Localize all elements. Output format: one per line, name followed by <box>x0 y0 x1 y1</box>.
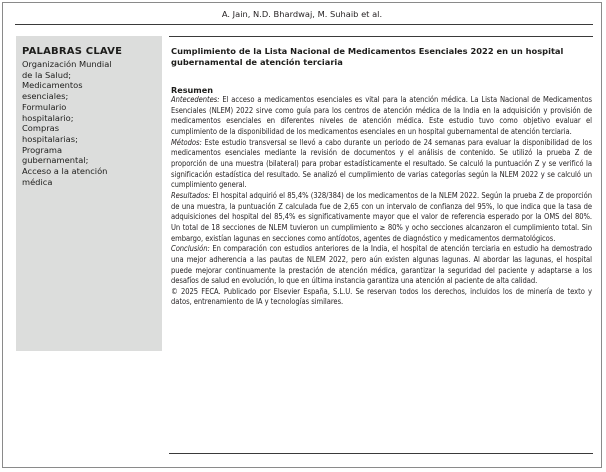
abstract-paragraph-background <box>171 95 592 138</box>
keyword-line: Compras <box>22 123 60 134</box>
keyword-line: Formulario <box>22 101 67 112</box>
section-text: El hospital adquirió el 85,4% (328/384) de los medicamentos de la NLEM 2022. Según la prueba Z de proporción de una muestra, la puntuación Z calculada fue de 2,65 con un intervalo de confianza del 95%, lo que indica que la tasa de adquisiciones del hospital del 85,4% es significativamente mayor que el valor de referencia esperado por la OMS del 80%. Un total de 18 secciones de NLEM tuvieron un cumplimiento ≥ 80% y ocho secciones alcanzaron el cumplimiento total. Sin embargo, existían lagunas en secciones como antídotos, agentes de diagnóstico y medicamentos dermatológicos. <box>171 190 592 243</box>
copyright-notice: © 2025 FECA. Publicado por Elsevier España, S.L.U. Se reservan todos los derechos, incluidos los de minería de texto y datos, entrenamiento de IA y tecnologías similares. <box>171 286 592 307</box>
keywords-title: PALABRAS CLAVE <box>22 46 123 57</box>
header-rule <box>15 24 593 25</box>
abstract-block <box>169 36 593 454</box>
keyword-line: esenciales; <box>22 91 69 102</box>
keyword-line: Organización Mundial <box>22 59 112 69</box>
keyword-line: Acceso a la atención <box>22 166 108 177</box>
keyword-line: Medicamentos <box>22 80 83 91</box>
section-label: Conclusión: <box>171 244 210 254</box>
abstract-heading: Resumen <box>171 85 213 95</box>
abstract-body <box>171 95 592 308</box>
abstract-paragraph-conclusion <box>171 244 592 287</box>
abstract-paragraph-results <box>171 191 592 244</box>
section-text: En comparación con estudios anteriores de la India, el hospital de atención terciaria en estudio ha demostrado una mejor adherencia a las pautas de NLEM 2022, pero aún existen algunas lagunas. Al abordar las lagunas, el hospital puede mejorar continuamente la prestación de atención médica, garantizar la seguridad del paciente y adaptarse a los desafíos de salud en evolución, lo que en última instancia garantiza una atención al paciente de alta calidad. <box>171 244 592 286</box>
article-title: Cumplimiento de la Lista Nacional de Medicamentos Esenciales 2022 en un hospital gubernamental de atención terciaria <box>171 46 564 67</box>
keyword-line: de la Salud; <box>22 69 72 80</box>
abstract-paragraph-methods <box>171 138 592 191</box>
section-label: Resultados: <box>171 190 211 200</box>
section-text: El acceso a medicamentos esenciales es vital para la atención médica. La Lista Nacional de Medicamentos Esenciales (NLEM) 2022 sirve como guía para los centros de atención médica de la India en la adquisición y provisión de medicamentos esenciales en diferentes niveles de atención médica. Este estudio tuvo como objetivo evaluar el cumplimiento de la disponibilidad de los medicamentos esenciales en un hospital gubernamental de atención terciaria. <box>171 95 592 136</box>
keyword-line: hospitalarias; <box>22 133 78 144</box>
keyword-line: médica <box>22 176 53 187</box>
section-text: Este estudio transversal se llevó a cabo durante un periodo de 24 semanas para evaluar la disponibilidad de los medicamentos esenciales mediante la revisión de documentos y el análisis de contenido. Se utilizó la prueba Z de proporción de una muestra (bilateral) para probar estadísticamente el resultado. Se calculó la puntuación Z y se verificó la significación estadística del resultado. Se analizó el cumplimiento de varias categorías según la NLEM 2022 y se calculó un cumplimiento general. <box>171 137 592 190</box>
keyword-line: hospitalario; <box>22 112 74 123</box>
keyword-line: Programa <box>22 144 63 155</box>
keyword-line: gubernamental; <box>22 155 89 166</box>
running-head-authors: A. Jain, N.D. Bhardwaj, M. Suhaib et al. <box>221 9 383 19</box>
article-page <box>2 2 602 468</box>
keywords-panel <box>16 36 162 351</box>
section-label: Antecedentes: <box>171 95 220 104</box>
section-label: Métodos: <box>171 137 202 147</box>
